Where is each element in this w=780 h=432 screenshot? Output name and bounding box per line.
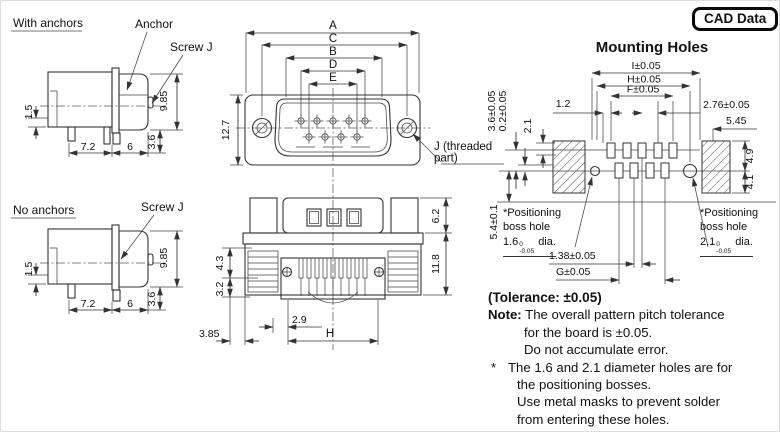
- tolerance-note: (Tolerance: ±0.05): [488, 290, 602, 305]
- dim-7-2-b: 7.2: [80, 298, 96, 310]
- solder-pin-2: [68, 284, 75, 298]
- dim-9-85-b: 9.85: [158, 247, 170, 269]
- dim-3-2: 3.2: [214, 281, 226, 297]
- boss-right-line2: boss hole: [700, 221, 748, 233]
- boss-left-line2: boss hole: [503, 221, 551, 233]
- dim-1-5: 1.5: [23, 104, 35, 120]
- serration-right: [388, 251, 418, 292]
- dim-G: G±0.05: [556, 266, 591, 278]
- rear-view: [199, 198, 452, 345]
- connector-body: [48, 72, 112, 127]
- solder-pin: [68, 127, 75, 141]
- dim-6-b: 6: [127, 298, 133, 310]
- cad-data-badge[interactable]: CAD Data: [692, 7, 778, 31]
- notes-block: [488, 289, 780, 428]
- side-view-with-anchors: [11, 16, 213, 157]
- boss-left-line1: *Positioning: [503, 207, 562, 219]
- dim-C: C: [328, 33, 338, 45]
- star-note-line-3: Use metal masks to prevent solder: [517, 394, 721, 410]
- dim-4-9: 4.9: [744, 148, 756, 164]
- connector-barrel: [119, 74, 148, 130]
- threaded-label-1: J (threaded: [434, 141, 493, 153]
- dim-2-9: 2.9: [292, 314, 307, 326]
- dim-I: I±0.05: [631, 60, 661, 72]
- pad-row-top: [607, 143, 677, 158]
- dim-1-38: 1.38±0.05: [549, 250, 596, 262]
- hatched-pad-left: [553, 141, 585, 193]
- dim-5-45: 5.45: [726, 115, 747, 127]
- star-note-line-1: * The 1.6 and 2.1 diameter holes are for: [491, 359, 733, 375]
- anchor-leader-line: [127, 32, 147, 90]
- mounting-holes-title: Mounting Holes: [595, 39, 709, 56]
- positioning-boss-label-right: [700, 206, 780, 257]
- hood-slots: [307, 209, 361, 226]
- screw-j-label: Screw J: [170, 40, 213, 54]
- serration-left: [248, 251, 278, 292]
- dim-2-1: 2.1: [522, 118, 534, 134]
- dim-9-85: 9.85: [158, 90, 170, 112]
- connector-flange: [112, 68, 119, 133]
- connector-barrel-2: [119, 231, 148, 287]
- star-note-line-2: the positioning bosses.: [517, 377, 652, 393]
- view-title-with-anchors: With anchors: [13, 16, 84, 30]
- connector-body-2: [48, 229, 112, 284]
- anchor-leg: [104, 127, 110, 144]
- note-line-2: for the board is ±0.05.: [524, 324, 653, 340]
- dim-2-76: 2.76±0.05: [703, 99, 750, 111]
- dim-0-2: 0.2±0.05: [497, 90, 509, 132]
- dim-A: A: [329, 20, 337, 32]
- dim-12-7: 12.7: [220, 119, 232, 141]
- dim-1-5-b: 1.5: [23, 261, 35, 277]
- dim-7-2: 7.2: [80, 141, 96, 153]
- dim-6-2: 6.2: [430, 208, 442, 224]
- dim-F: F±0.05: [626, 83, 660, 96]
- dim-3-85: 3.85: [199, 328, 220, 340]
- front-view: [220, 20, 504, 350]
- dim-H: H: [325, 328, 335, 340]
- dim-11-8: 11.8: [430, 254, 442, 274]
- dim-1-2: 1.2: [555, 98, 571, 110]
- boss-right-line1: *Positioning: [700, 207, 759, 219]
- star-note-line-4: from entering these holes.: [517, 411, 670, 427]
- dim-E: E: [329, 72, 337, 84]
- boss-right-diameter: 2.1 0 -0.05 dia.: [700, 235, 753, 257]
- dim-D: D: [328, 59, 338, 71]
- boss-left-diameter: 1.6 0 -0.05 dia.: [503, 235, 556, 257]
- view-title-no-anchors: No anchors: [13, 203, 75, 217]
- dim-4-3: 4.3: [214, 255, 226, 271]
- screw-leader-line-2: [121, 215, 154, 259]
- dim-3-6-b: 3.6: [146, 291, 158, 307]
- threaded-label-2: part): [434, 152, 458, 165]
- dim-5-4: 5.4±0.1: [488, 204, 500, 240]
- dim-H-mh: H±0.05: [627, 73, 661, 86]
- dim-6: 6: [127, 141, 133, 153]
- note-line-1: Note: The overall pattern pitch tolerance: [488, 307, 725, 323]
- hatched-pad-right: [702, 141, 730, 193]
- connector-flange-2: [112, 225, 119, 290]
- dim-3-6-mh: 3.6±0.05: [486, 90, 498, 132]
- dim-3-6: 3.6: [146, 134, 158, 150]
- screw-j-label-2: Screw J: [141, 200, 184, 214]
- anchor-label: Anchor: [135, 17, 174, 31]
- side-view-no-anchors: [11, 200, 184, 314]
- dim-4-1: 4.1: [744, 174, 756, 190]
- positioning-boss-label-left: [503, 206, 593, 257]
- note-line-3: Do not accumulate error.: [524, 342, 669, 358]
- dim-B: B: [329, 46, 337, 58]
